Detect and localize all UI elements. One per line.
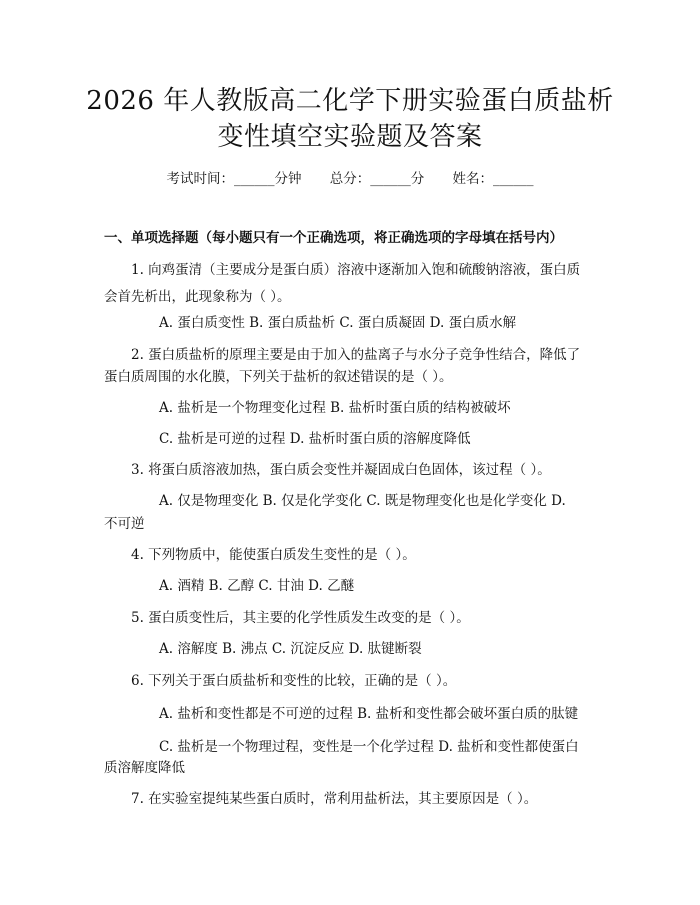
question-3-line-1: 3. 将蛋白质溶液加热，蛋白质会变性并凝固成白色固体，该过程（ ）。 xyxy=(131,462,551,478)
question-6-options-cd: C. 盐析是一个物理过程，变性是一个化学过程 D. 盐析和变性都使蛋白 xyxy=(159,739,579,755)
question-7-line-1: 7. 在实验室提纯某些蛋白质时，常利用盐析法，其主要原因是（ ）。 xyxy=(131,791,538,807)
question-2-line-1: 2. 蛋白质盐析的原理主要是由于加入的盐离子与水分子竞争性结合，降低了 xyxy=(131,347,581,363)
section-heading: 一、单项选择题（每小题只有一个正确选项，将正确选项的字母填在括号内） xyxy=(104,230,563,246)
question-4-options: A. 酒精 B. 乙醇 C. 甘油 D. 乙醚 xyxy=(159,578,355,594)
exam-time-field: 考试时间：______分钟 xyxy=(166,171,302,187)
question-3-options-cont: 不可逆 xyxy=(104,516,145,532)
question-1-options: A. 蛋白质变性 B. 蛋白质盐析 C. 蛋白质凝固 D. 蛋白质水解 xyxy=(159,315,517,331)
question-3-options: A. 仅是物理变化 B. 仅是化学变化 C. 既是物理变化也是化学变化 D. xyxy=(159,493,566,509)
question-1-line-2: 会首先析出，此现象称为（ ）。 xyxy=(104,289,291,305)
question-2-options-ab: A. 盐析是一个物理变化过程 B. 盐析时蛋白质的结构被破坏 xyxy=(159,400,511,416)
exam-meta xyxy=(0,170,700,188)
question-5-line-1: 5. 蛋白质变性后，其主要的化学性质发生改变的是（ ）。 xyxy=(131,610,470,626)
question-6-options-ab: A. 盐析和变性都是不可逆的过程 B. 盐析和变性都会破坏蛋白质的肽键 xyxy=(159,706,579,722)
question-2-options-cd: C. 盐析是可逆的过程 D. 盐析时蛋白质的溶解度降低 xyxy=(159,431,471,447)
question-1-line-1: 1. 向鸡蛋清（主要成分是蛋白质）溶液中逐渐加入饱和硫酸钠溶液，蛋白质 xyxy=(131,262,581,278)
title-line-2: 变性填空实验题及答案 xyxy=(217,122,483,152)
title-line-1: 2026 年人教版高二化学下册实验蛋白质盐析 xyxy=(86,86,614,116)
question-4-line-1: 4. 下列物质中，能使蛋白质发生变性的是（ ）。 xyxy=(131,547,416,563)
question-6-line-1: 6. 下列关于蛋白质盐析和变性的比较，正确的是（ ）。 xyxy=(131,673,457,689)
question-2-line-2: 蛋白质周围的水化膜，下列关于盐析的叙述错误的是（ ）。 xyxy=(104,369,453,385)
total-score-field: 总分：______分 xyxy=(329,171,425,187)
question-5-options: A. 溶解度 B. 沸点 C. 沉淀反应 D. 肽键断裂 xyxy=(159,641,422,657)
student-name-field: 姓名：______ xyxy=(452,171,534,187)
question-6-options-cont: 质溶解度降低 xyxy=(104,760,185,776)
